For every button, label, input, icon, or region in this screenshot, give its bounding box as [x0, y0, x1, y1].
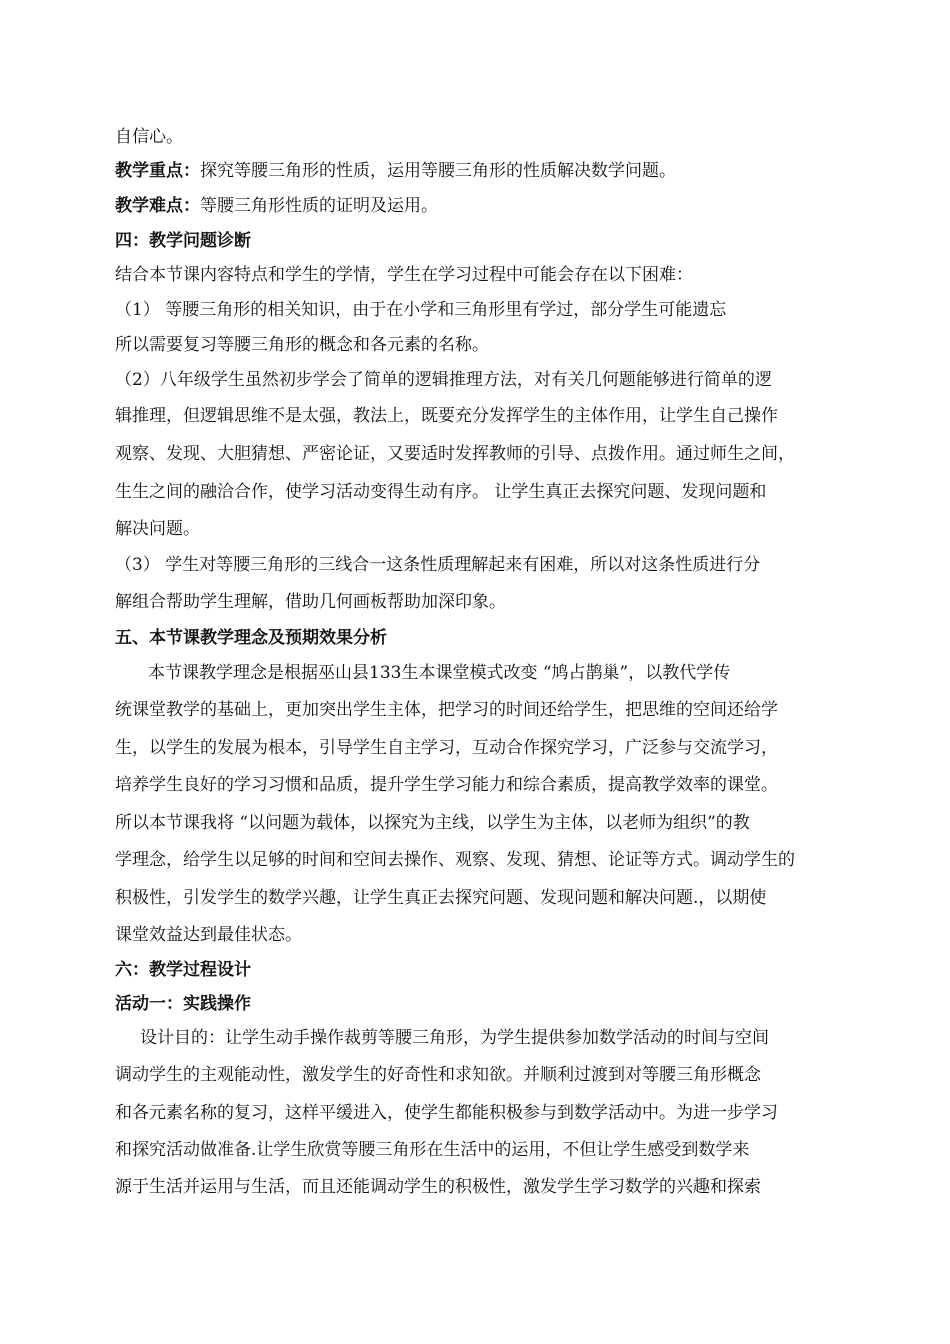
- paragraph-line: 所以需要复习等腰三角形的概念和各元素的名称。: [115, 335, 489, 355]
- paragraph-line: 自信心。: [115, 127, 183, 147]
- paragraph-line: 统课堂教学的基础上，更加突出学生主体，把学习的时间还给学生，把思维的空间还给学: [115, 700, 778, 720]
- paragraph-line: 和各元素名称的复习，这样平缓进入，使学生都能积极参与到数学活动中。为进一步学习: [115, 1103, 778, 1123]
- paragraph-line: （3） 学生对等腰三角形的三线合一这条性质理解起来有困难，所以对这条性质进行分: [115, 555, 761, 575]
- paragraph-line: 设计目的：让学生动手操作裁剪等腰三角形，为学生提供参加数学活动的时间与空间: [140, 1028, 769, 1048]
- teaching-focus-text: 探究等腰三角形的性质，运用等腰三角形的性质解决数学问题。: [200, 161, 676, 181]
- paragraph-line: 培养学生良好的学习习惯和品质，提升学生学习能力和综合素质，提高教学效率的课堂。: [115, 775, 778, 795]
- paragraph-line: 结合本节课内容特点和学生的学情，学生在学习过程中可能会存在以下困难：: [115, 265, 693, 285]
- teaching-difficulty-text: 等腰三角形性质的证明及运用。: [200, 196, 438, 216]
- paragraph-line: 辑推理，但逻辑思维不是太强，教法上，既要充分发挥学生的主体作用，让学生自己操作: [115, 406, 778, 426]
- paragraph-line: 积极性，引发学生的数学兴趣，让学生真正去探究问题、发现问题和解决问题.，以期使: [115, 888, 767, 908]
- paragraph-line: 学理念，给学生以足够的时间和空间去操作、观察、发现、猜想、论证等方式。调动学生的: [115, 850, 795, 870]
- paragraph-line: 生，以学生的发展为根本，引导学生自主学习，互动合作探究学习，广泛参与交流学习，: [115, 738, 778, 758]
- paragraph-line: 观察、发现、大胆猜想、严密论证，又要适时发挥教师的引导、点拨作用。通过师生之间，: [115, 444, 795, 464]
- paragraph-line: 生生之间的融洽合作，使学习活动变得生动有序。 让学生真正去探究问题、发现问题和: [115, 482, 767, 502]
- paragraph-line: 和探究活动做准备.让学生欣赏等腰三角形在生活中的运用，不但让学生感受到数学来: [115, 1140, 750, 1160]
- paragraph-line: 调动学生的主观能动性，激发学生的好奇性和求知欲。并顺利过渡到对等腰三角形概念: [115, 1065, 761, 1085]
- activity-heading: 活动一：实践操作: [115, 994, 251, 1014]
- paragraph-line: （2）八年级学生虽然初步学会了简单的逻辑推理方法，对有关几何题能够进行简单的逻: [115, 370, 772, 390]
- paragraph-line: 本节课教学理念是根据巫山县133生本课堂模式改变 “鸠占鹊巢”，以教代学传: [148, 663, 731, 683]
- paragraph-line: 解组合帮助学生理解，借助几何画板帮助加深印象。: [115, 592, 506, 612]
- paragraph-line: 课堂效益达到最佳状态。: [115, 925, 302, 945]
- teaching-focus-line: [115, 158, 840, 184]
- paragraph-line: （1） 等腰三角形的相关知识，由于在小学和三角形里有学过，部分学生可能遗忘: [115, 300, 727, 320]
- section-heading-6: 六：教学过程设计: [115, 960, 251, 980]
- paragraph-line: 所以本节课我将 “以问题为载体，以探究为主线，以学生为主体，以老师为组织”的教: [115, 813, 750, 833]
- section-heading-5: 五、本节课教学理念及预期效果分析: [115, 628, 387, 648]
- teaching-focus-label: 教学重点：: [115, 161, 200, 181]
- teaching-difficulty-line: [115, 193, 840, 219]
- section-heading-4: 四：教学问题诊断: [115, 231, 251, 251]
- teaching-difficulty-label: 教学难点：: [115, 196, 200, 216]
- paragraph-line: 源于生活并运用与生活，而且还能调动学生的积极性，激发学生学习数学的兴趣和探索: [115, 1177, 761, 1197]
- paragraph-line: 解决问题。: [115, 519, 200, 539]
